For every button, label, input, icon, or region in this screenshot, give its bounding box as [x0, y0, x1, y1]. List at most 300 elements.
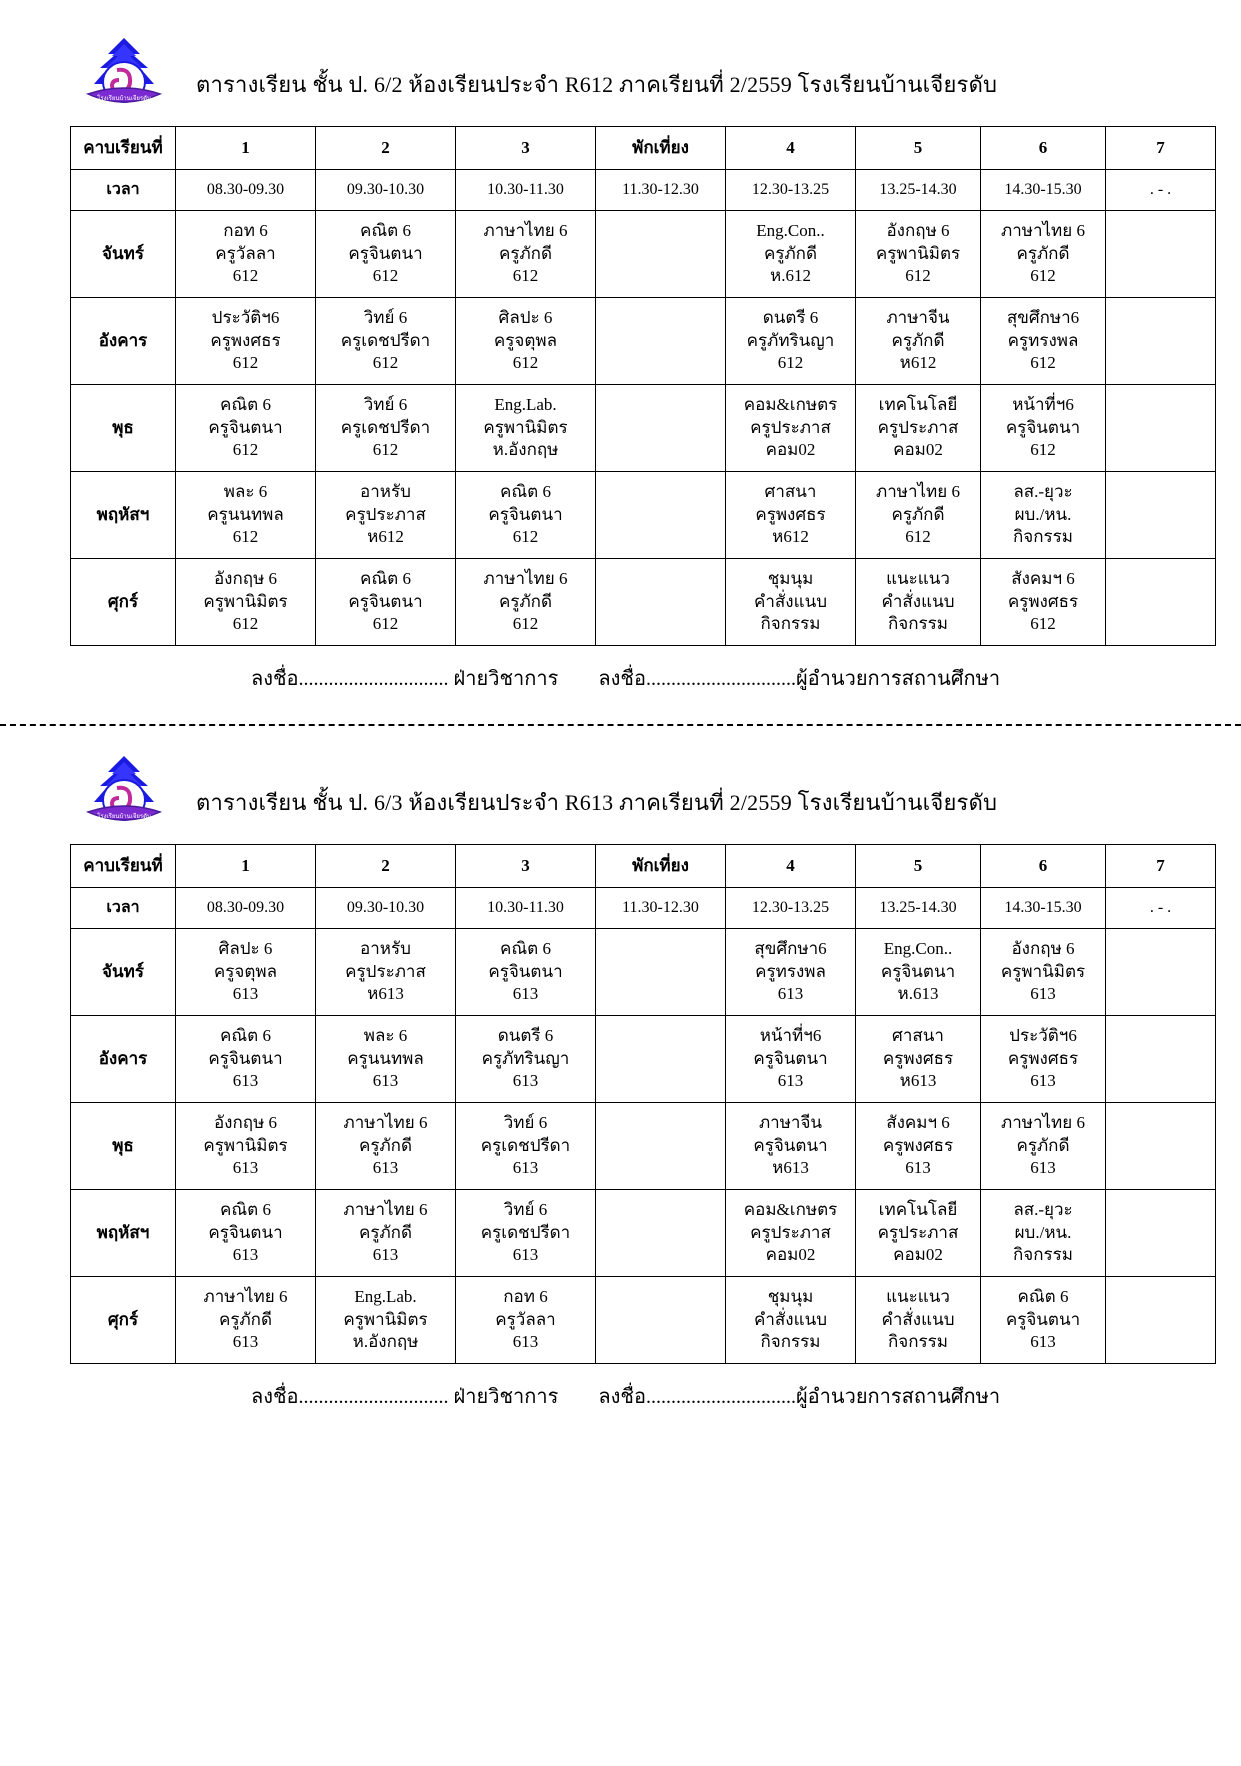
subject: แนะแนว [886, 569, 950, 589]
time-cell: 10.30-11.30 [456, 170, 596, 211]
subject: คณิต 6 [500, 482, 551, 502]
day-label: จันทร์ [71, 211, 176, 298]
period-cell [981, 385, 1106, 472]
header-cell: 3 [456, 845, 596, 888]
header-cell: 1 [176, 845, 316, 888]
room: 612 [512, 353, 539, 373]
room: 613 [1030, 1332, 1056, 1352]
day-label: พุธ [71, 385, 176, 472]
period-cell [981, 1277, 1106, 1364]
table-row [71, 559, 1216, 646]
period-cell-empty [1106, 385, 1216, 472]
period-cell-empty [1106, 1190, 1216, 1277]
sheet-header-2 [60, 752, 1181, 834]
period-cell [316, 1103, 456, 1190]
header-cell: 7 [1106, 127, 1216, 170]
period-cell-empty [1106, 929, 1216, 1016]
teacher: ครูภักดี [763, 243, 818, 263]
room: 612 [232, 440, 259, 460]
header-cell: คาบเรียนที่ [71, 845, 176, 888]
header-cell: คาบเรียนที่ [71, 127, 176, 170]
lunch-cell [596, 1190, 726, 1277]
room: 612 [372, 266, 399, 286]
lunch-cell [596, 1103, 726, 1190]
period-cell-empty [1106, 211, 1216, 298]
signature-academic: ลงชื่อ.............................. ฝ่ายวิชาการ [250, 668, 559, 690]
header-cell: 5 [856, 127, 981, 170]
subject: ลส.-ยุวะ [1013, 482, 1073, 502]
period-cell [456, 211, 596, 298]
room: 613 [232, 1332, 259, 1352]
period-cell [176, 472, 316, 559]
period-cell [316, 211, 456, 298]
period-cell [176, 559, 316, 646]
subject: ภาษาไทย 6 [203, 1287, 288, 1307]
subject: ภาษาไทย 6 [1001, 1113, 1085, 1133]
subject: ภาษาไทย 6 [876, 482, 960, 502]
table-row [71, 1016, 1216, 1103]
subject: กอท 6 [503, 1287, 548, 1307]
room: 612 [232, 614, 259, 634]
subject: คณิต 6 [220, 1200, 271, 1220]
subject: เทคโนโลยี [878, 395, 958, 415]
teacher: คำสั่งแนบ [881, 591, 955, 611]
room: 613 [232, 1245, 259, 1265]
table-row [71, 1190, 1216, 1277]
day-label: ศุกร์ [71, 1277, 176, 1364]
day-label: อังคาร [71, 1016, 176, 1103]
room: 612 [1030, 440, 1056, 460]
time-cell: 12.30-13.25 [726, 170, 856, 211]
header-cell: 6 [981, 127, 1106, 170]
teacher: ครูพานิมิตร [203, 591, 288, 611]
teacher: ครูวัลลา [215, 243, 276, 263]
time-cell: 11.30-12.30 [596, 170, 726, 211]
subject: Eng.Lab. [354, 1287, 417, 1307]
subject: เทคโนโลยี [878, 1200, 958, 1220]
teacher: ครูพานิมิตร [203, 1135, 288, 1155]
subject: Eng.Lab. [494, 395, 557, 415]
period-cell-empty [1106, 559, 1216, 646]
period-cell-empty [1106, 1016, 1216, 1103]
room: 612 [512, 527, 539, 547]
period-cell [456, 472, 596, 559]
period-cell [456, 1190, 596, 1277]
period-cell [316, 298, 456, 385]
period-cell [726, 385, 856, 472]
table-time-row [71, 170, 1216, 211]
teacher: ครูพงศธร [882, 1048, 954, 1068]
room: ห612 [899, 353, 937, 373]
period-cell [176, 1016, 316, 1103]
subject: อาหรับ [360, 939, 411, 959]
school-logo-icon [70, 34, 178, 116]
teacher: ครูภักดี [1016, 243, 1070, 263]
period-cell [316, 929, 456, 1016]
room: 613 [512, 1332, 539, 1352]
teacher: ครูภักดี [218, 1309, 273, 1329]
period-cell [981, 559, 1106, 646]
table-header-row [71, 127, 1216, 170]
period-cell [856, 559, 981, 646]
teacher: ครูจินตนา [208, 1048, 283, 1068]
time-cell: 13.25-14.30 [856, 170, 981, 211]
time-cell: 14.30-15.30 [981, 170, 1106, 211]
subject: Eng.Con.. [883, 939, 953, 959]
period-cell [981, 1190, 1106, 1277]
room: ห613 [367, 984, 404, 1004]
subject: อาหรับ [360, 482, 411, 502]
period-cell [981, 929, 1106, 1016]
subject: พละ 6 [223, 482, 268, 502]
teacher: ครูวัลลา [495, 1309, 556, 1329]
room: ห.อังกฤษ [352, 1332, 419, 1352]
period-cell [176, 385, 316, 472]
teacher: ครูจินตนา [880, 961, 956, 981]
room: 613 [372, 1158, 399, 1178]
period-cell [981, 1016, 1106, 1103]
time-label: เวลา [71, 888, 176, 929]
subject: อังกฤษ 6 [1011, 939, 1075, 959]
subject: ศิลปะ 6 [218, 939, 273, 959]
period-cell [176, 929, 316, 1016]
teacher: ครูภักดี [1016, 1135, 1070, 1155]
period-cell-empty [1106, 1277, 1216, 1364]
period-cell [316, 1277, 456, 1364]
header-cell: 7 [1106, 845, 1216, 888]
period-cell [856, 472, 981, 559]
period-cell [176, 211, 316, 298]
subject: ลส.-ยุวะ [1013, 1200, 1073, 1220]
lunch-cell [596, 1016, 726, 1103]
room: 613 [512, 1158, 539, 1178]
room: กิจกรรม [1012, 1245, 1073, 1265]
teacher: ครูพานิมิตร [343, 1309, 428, 1329]
subject: อังกฤษ 6 [213, 569, 278, 589]
period-cell [726, 1103, 856, 1190]
time-cell: 08.30-09.30 [176, 888, 316, 929]
page-title-2: ตารางเรียน ชั้น ป. 6/3 ห้องเรียนประจำ R613 ภาคเรียนที่ 2/2559 โรงเรียนบ้านเจียรดับ [196, 789, 998, 815]
room: 613 [232, 1071, 259, 1091]
period-cell [856, 1190, 981, 1277]
subject: วิทย์ 6 [363, 308, 408, 328]
teacher: ครูจินตนา [1005, 1309, 1081, 1329]
time-cell: 08.30-09.30 [176, 170, 316, 211]
header-cell: 4 [726, 845, 856, 888]
subject: Eng.Con.. [756, 221, 825, 241]
teacher: ครูจินตนา [348, 591, 423, 611]
teacher: ครูภักดี [358, 1135, 413, 1155]
period-cell-empty [1106, 472, 1216, 559]
signature-director: ลงชื่อ..............................ผู้อำนวยการสถานศึกษา [598, 1386, 1001, 1408]
subject: อังกฤษ 6 [213, 1113, 278, 1133]
teacher: ครูเดชปรีดา [340, 417, 431, 437]
room: 612 [232, 266, 259, 286]
header-cell-lunch: พักเที่ยง [596, 127, 726, 170]
subject: ดนตรี 6 [762, 308, 819, 328]
subject: ชุมนุม [767, 1287, 814, 1307]
header-cell-lunch: พักเที่ยง [596, 845, 726, 888]
schedule-sheet-1 [0, 0, 1241, 694]
period-cell [456, 385, 596, 472]
room: 612 [372, 614, 399, 634]
subject: คณิต 6 [220, 395, 271, 415]
teacher: ครูพงศธร [1007, 1048, 1079, 1068]
day-label: อังคาร [71, 298, 176, 385]
period-cell [456, 929, 596, 1016]
room: 613 [372, 1245, 399, 1265]
period-cell [981, 472, 1106, 559]
time-cell: 09.30-10.30 [316, 170, 456, 211]
teacher: ครูจินตนา [753, 1048, 828, 1068]
period-cell [456, 1103, 596, 1190]
time-cell: 11.30-12.30 [596, 888, 726, 929]
lunch-cell [596, 211, 726, 298]
period-cell [856, 1277, 981, 1364]
period-cell [316, 1016, 456, 1103]
period-cell [856, 211, 981, 298]
room: 612 [1030, 614, 1056, 634]
header-cell: 3 [456, 127, 596, 170]
period-cell [726, 1016, 856, 1103]
subject: สังคมฯ 6 [1011, 569, 1075, 589]
room: 613 [777, 1071, 804, 1091]
header-cell: 6 [981, 845, 1106, 888]
teacher: คำสั่งแนบ [881, 1309, 955, 1329]
teacher: ครูภักดี [358, 1222, 413, 1242]
period-cell [981, 1103, 1106, 1190]
subject: สังคมฯ 6 [886, 1113, 950, 1133]
teacher: ครูประภาส [345, 504, 426, 524]
teacher: ครูภักดี [891, 504, 945, 524]
period-cell [981, 211, 1106, 298]
period-cell [856, 385, 981, 472]
teacher: ครูประภาส [750, 1222, 831, 1242]
subject: ภาษาไทย 6 [483, 569, 568, 589]
period-cell [726, 211, 856, 298]
room: ห613 [772, 1158, 809, 1178]
subject: แนะแนว [886, 1287, 950, 1307]
subject: ศาสนา [764, 482, 817, 502]
time-cell: 13.25-14.30 [856, 888, 981, 929]
room: 612 [1030, 353, 1056, 373]
subject: วิทย์ 6 [363, 395, 408, 415]
period-cell [726, 298, 856, 385]
signature-line-1 [70, 662, 1181, 694]
period-cell [176, 298, 316, 385]
page-title-1: ตารางเรียน ชั้น ป. 6/2 ห้องเรียนประจำ R612 ภาคเรียนที่ 2/2559 โรงเรียนบ้านเจียรดับ [196, 71, 998, 97]
room: 613 [232, 1158, 259, 1178]
day-label: พฤหัสฯ [71, 472, 176, 559]
subject: คณิต 6 [220, 1026, 271, 1046]
subject: วิทย์ 6 [503, 1200, 548, 1220]
room: 613 [512, 984, 539, 1004]
day-label: ศุกร์ [71, 559, 176, 646]
subject: คอม&เกษตร [743, 1200, 838, 1220]
teacher: ครูเดชปรีดา [480, 1222, 571, 1242]
period-cell-empty [1106, 298, 1216, 385]
subject: พละ 6 [363, 1026, 408, 1046]
teacher: ครูภักดี [891, 330, 945, 350]
teacher: ครูนนทพล [347, 1048, 424, 1068]
teacher: ผบ./หน. [1014, 1222, 1072, 1242]
room: กิจกรรม [760, 1332, 821, 1352]
subject: ภาษาไทย 6 [483, 221, 568, 241]
room: 612 [232, 527, 259, 547]
teacher: ครูจินตนา [753, 1135, 828, 1155]
teacher: ครูจตุพล [493, 330, 558, 350]
header-cell: 4 [726, 127, 856, 170]
teacher: ครูพงศธร [210, 330, 281, 350]
subject: ภาษาไทย 6 [343, 1113, 428, 1133]
subject: สุขศึกษา6 [1006, 308, 1080, 328]
period-cell [726, 472, 856, 559]
subject: คอม&เกษตร [743, 395, 838, 415]
room: 613 [512, 1245, 539, 1265]
teacher: ครูจตุพล [213, 961, 278, 981]
teacher: ผบ./หน. [1014, 504, 1072, 524]
room: คอม02 [893, 1245, 943, 1265]
room: 613 [1030, 1158, 1056, 1178]
day-label: พฤหัสฯ [71, 1190, 176, 1277]
teacher: ครูเดชปรีดา [340, 330, 431, 350]
header-cell: 5 [856, 845, 981, 888]
svg-text:โรงเรียนบ้านเจียรดับ: โรงเรียนบ้านเจียรดับ [97, 95, 151, 102]
room: 613 [905, 1158, 931, 1178]
lunch-cell [596, 1277, 726, 1364]
room: 612 [905, 266, 931, 286]
teacher: ครูจินตนา [488, 504, 563, 524]
period-cell [726, 929, 856, 1016]
teacher: ครูพงศธร [1007, 591, 1079, 611]
teacher: ครูประภาส [877, 1222, 959, 1242]
teacher: ครูพงศธร [755, 504, 826, 524]
subject: ประวัติฯ6 [211, 308, 280, 328]
period-cell [456, 298, 596, 385]
subject: ชุมนุม [767, 569, 814, 589]
room: 612 [372, 353, 399, 373]
time-cell: 14.30-15.30 [981, 888, 1106, 929]
period-cell [726, 1277, 856, 1364]
subject: ภาษาจีน [886, 308, 950, 328]
subject: ภาษาจีน [758, 1113, 823, 1133]
room: 613 [232, 984, 259, 1004]
table-row [71, 472, 1216, 559]
teacher: ครูนนทพล [207, 504, 284, 524]
table-row [71, 298, 1216, 385]
room: ห612 [367, 527, 404, 547]
room: ห.612 [770, 266, 811, 286]
room: 612 [512, 266, 539, 286]
subject: หน้าที่ฯ6 [1012, 395, 1074, 415]
subject: คณิต 6 [360, 221, 411, 241]
period-cell [726, 1190, 856, 1277]
subject: หน้าที่ฯ6 [759, 1026, 822, 1046]
lunch-cell [596, 298, 726, 385]
schedule-sheet-2 [0, 726, 1241, 1412]
room: 613 [1030, 984, 1056, 1004]
table-row [71, 385, 1216, 472]
subject: คณิต 6 [500, 939, 551, 959]
period-cell [316, 559, 456, 646]
room: กิจกรรม [887, 1332, 948, 1352]
time-label: เวลา [71, 170, 176, 211]
schedule-table-2 [70, 844, 1216, 1364]
time-cell: 09.30-10.30 [316, 888, 456, 929]
room: 612 [372, 440, 399, 460]
school-logo-icon [70, 752, 178, 834]
signature-academic: ลงชื่อ.............................. ฝ่ายวิชาการ [250, 1386, 559, 1408]
lunch-cell [596, 559, 726, 646]
subject: ศาสนา [892, 1026, 944, 1046]
room: กิจกรรม [1012, 527, 1073, 547]
room: 612 [512, 614, 539, 634]
room: 613 [1030, 1071, 1056, 1091]
room: 613 [777, 984, 804, 1004]
period-cell [316, 385, 456, 472]
header-cell: 2 [316, 127, 456, 170]
subject: ภาษาไทย 6 [1001, 221, 1085, 241]
header-cell: 1 [176, 127, 316, 170]
teacher: ครูประภาส [877, 417, 959, 437]
teacher: ครูประภาส [345, 961, 426, 981]
subject: วิทย์ 6 [503, 1113, 548, 1133]
subject: คณิต 6 [360, 569, 411, 589]
room: ห.อังกฤษ [492, 440, 559, 460]
teacher: ครูจินตนา [488, 961, 563, 981]
room: ห613 [899, 1071, 937, 1091]
sheet-header-1 [60, 34, 1181, 116]
period-cell [856, 929, 981, 1016]
teacher: ครูพานิมิตร [483, 417, 568, 437]
subject: ศิลปะ 6 [498, 308, 553, 328]
lunch-cell [596, 385, 726, 472]
subject: ประวัติฯ6 [1009, 1026, 1077, 1046]
lunch-cell [596, 472, 726, 559]
day-label: จันทร์ [71, 929, 176, 1016]
period-cell [456, 559, 596, 646]
teacher: คำสั่งแนบ [754, 1309, 827, 1329]
teacher: ครูประภาส [750, 417, 831, 437]
teacher: ครูภัทรินญา [481, 1048, 570, 1068]
subject: ดนตรี 6 [497, 1026, 554, 1046]
room: ห.613 [897, 984, 939, 1004]
teacher: ครูพงศธร [882, 1135, 954, 1155]
teacher: ครูพานิมิตร [875, 243, 961, 263]
period-cell [456, 1277, 596, 1364]
table-row [71, 1103, 1216, 1190]
teacher: ครูภัทรินญา [746, 330, 835, 350]
teacher: ครูทรงพล [755, 961, 826, 981]
schedule-table-1 [70, 126, 1216, 646]
room: 612 [1030, 266, 1056, 286]
period-cell [316, 472, 456, 559]
teacher: ครูพานิมิตร [1000, 961, 1086, 981]
subject: อังกฤษ 6 [886, 221, 950, 241]
teacher: ครูจินตนา [208, 417, 283, 437]
period-cell [856, 1103, 981, 1190]
room: คอม02 [765, 1245, 816, 1265]
period-cell [856, 1016, 981, 1103]
period-cell [176, 1190, 316, 1277]
room: กิจกรรม [887, 614, 948, 634]
teacher: คำสั่งแนบ [754, 591, 827, 611]
subject: สุขศึกษา6 [754, 939, 827, 959]
subject: ภาษาไทย 6 [343, 1200, 428, 1220]
teacher: ครูจินตนา [208, 1222, 283, 1242]
period-cell [726, 559, 856, 646]
period-cell-empty [1106, 1103, 1216, 1190]
